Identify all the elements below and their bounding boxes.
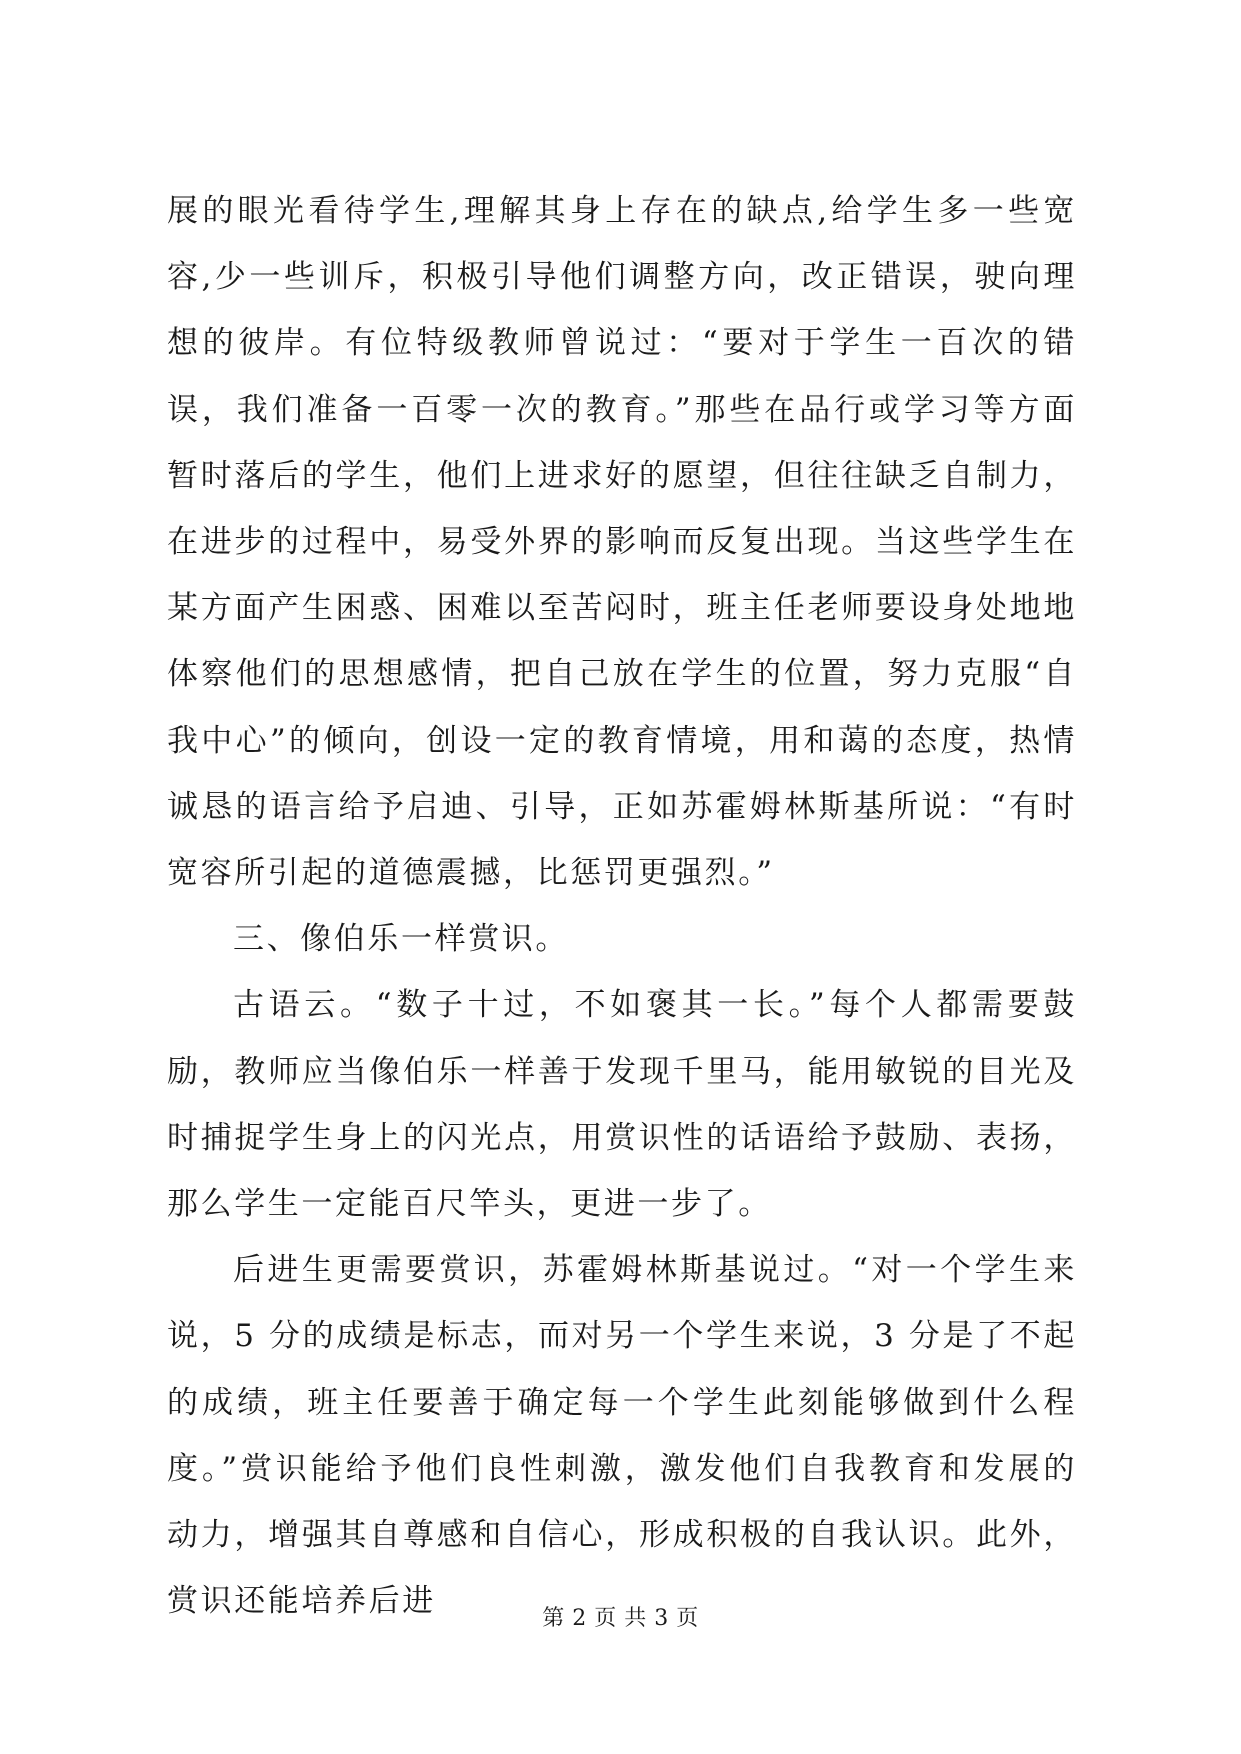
body-text	[167, 178, 1077, 1634]
page-number-footer: 第 2 页 共 3 页	[542, 1606, 699, 1631]
paragraph-1: 展的眼光看待学生,理解其身上存在的缺点,给学生多一些宽容,少一些训斥，积极引导他们调整方向，改正错误，驶向理想的彼岸。有位特级教师曾说过：“要对于学生一百次的错误，我们准备一百零一次的教育。”那些在品行或学习等方面暂时落后的学生，他们上进求好的愿望，但往往缺乏自制力，在进步的过程中，易受外界的影响而反复出现。当这些学生在某方面产生困惑、困难以至苦闷时，班主任老师要设身处地地体察他们的思想感情，把自己放在学生的位置，努力克服“自我中心”的倾向，创设一定的教育情境，用和蔼的态度，热情诚恳的语言给予启迪、引导，正如苏霍姆林斯基所说：“有时宽容所引起的道德震撼，比惩罚更强烈。”	[167, 193, 1077, 892]
paragraph-4: 后进生更需要赏识，苏霍姆林斯基说过。“对一个学生来说，5 分的成绩是标志，而对另一个学生来说，3 分是了不起的成绩，班主任要善于确定每一个学生此刻能够做到什么程度。”赏识能给予他们良性刺激，激发他们自我教育和发展的动力，增强其自尊感和自信心，形成积极的自我认识。此外，赏识还能培养后进	[167, 1252, 1077, 1620]
section-heading: 三、像伯乐一样赏识。	[233, 921, 569, 958]
paragraph-3: 古语云。“数子十过，不如褒其一长。”每个人都需要鼓励，教师应当像伯乐一样善于发现千里马，能用敏锐的目光及时捕捉学生身上的闪光点，用赏识性的话语给予鼓励、表扬，那么学生一定能百尺竿头，更进一步了。	[167, 987, 1077, 1223]
